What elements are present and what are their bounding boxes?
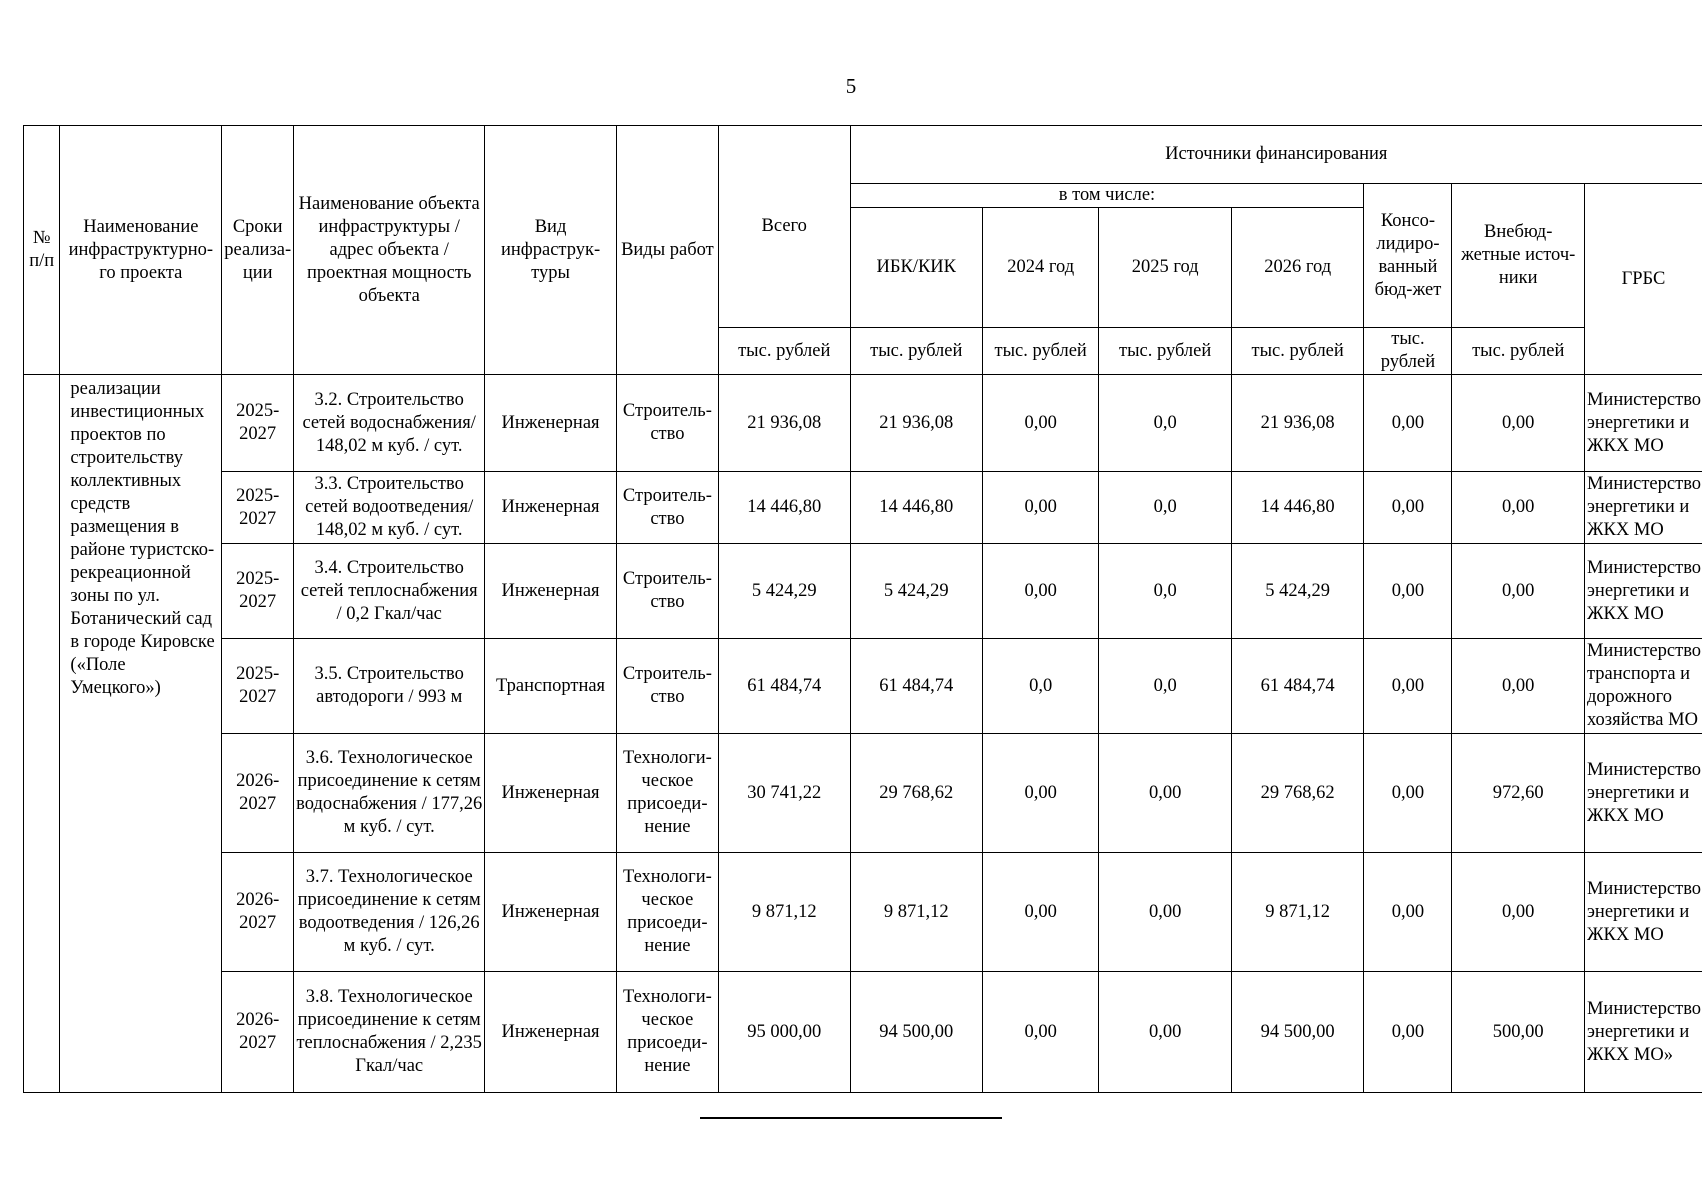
table-row	[24, 853, 1702, 972]
row-2026: 14 446,80	[1231, 472, 1364, 544]
row-terms: 2026-2027	[222, 734, 294, 853]
row-total: 14 446,80	[718, 472, 850, 544]
unit-2025: тыс. рублей	[1099, 328, 1232, 375]
row-offbudget: 500,00	[1452, 972, 1585, 1093]
row-2026: 61 484,74	[1231, 639, 1364, 734]
row-2024: 0,00	[983, 853, 1099, 972]
row-offbudget: 0,00	[1452, 639, 1585, 734]
header-object: Наименование объекта инфраструктуры / адрес объекта / проектная мощность объекта	[294, 126, 485, 375]
table-header	[24, 126, 1702, 375]
row-offbudget: 0,00	[1452, 544, 1585, 639]
row-ibk: 21 936,08	[850, 375, 983, 472]
row-grbs: Министерство энергетики и ЖКХ МО	[1584, 472, 1702, 544]
row-ibk: 14 446,80	[850, 472, 983, 544]
unit-2024: тыс. рублей	[983, 328, 1099, 375]
row-ibk: 29 768,62	[850, 734, 983, 853]
row-infra-type: Инженерная	[485, 734, 617, 853]
closing-rule	[700, 1117, 1002, 1119]
header-including: в том числе:	[850, 184, 1364, 208]
row-terms: 2025-2027	[222, 639, 294, 734]
header-offbudget: Внебюд-жетные источ-ники	[1452, 184, 1585, 328]
row-grbs: Министерство энергетики и ЖКХ МО	[1584, 544, 1702, 639]
row-2024: 0,00	[983, 544, 1099, 639]
row-object: 3.5. Строительство автодороги / 993 м	[294, 639, 485, 734]
row-ibk: 61 484,74	[850, 639, 983, 734]
row-2026: 5 424,29	[1231, 544, 1364, 639]
row-work-type: Технологи-ческое присоеди-нение	[616, 853, 718, 972]
row-2024: 0,00	[983, 972, 1099, 1093]
header-sources: Источники финансирования	[850, 126, 1702, 184]
row-2024: 0,0	[983, 639, 1099, 734]
row-infra-type: Инженерная	[485, 472, 617, 544]
row-object: 3.8. Технологическое присоединение к сетям теплоснабжения / 2,235 Гкал/час	[294, 972, 485, 1093]
row-terms: 2025-2027	[222, 544, 294, 639]
row-infra-type: Инженерная	[485, 972, 617, 1093]
row-terms: 2026-2027	[222, 972, 294, 1093]
row-2025: 0,0	[1099, 639, 1232, 734]
row-terms: 2026-2027	[222, 853, 294, 972]
row-consolidated: 0,00	[1364, 853, 1452, 972]
page-number: 5	[845, 74, 857, 98]
row-work-type: Технологи-ческое присоеди-нение	[616, 972, 718, 1093]
row-2024: 0,00	[983, 472, 1099, 544]
row-object: 3.6. Технологическое присоединение к сетям водоснабжения / 177,26 м куб. / сут.	[294, 734, 485, 853]
row-2025: 0,00	[1099, 734, 1232, 853]
row-2025: 0,00	[1099, 853, 1232, 972]
row-infra-type: Инженерная	[485, 375, 617, 472]
table-row	[24, 639, 1702, 734]
unit-offbudget: тыс. рублей	[1452, 328, 1585, 375]
row-consolidated: 0,00	[1364, 734, 1452, 853]
row-total: 5 424,29	[718, 544, 850, 639]
row-grbs: Министерство транспорта и дорожного хозяйства МО	[1584, 639, 1702, 734]
row-object: 3.4. Строительство сетей теплоснабжения / 0,2 Гкал/час	[294, 544, 485, 639]
header-consolidated: Консо-лидиро-ванный бюд-жет	[1364, 184, 1452, 328]
row-work-type: Строитель-ство	[616, 639, 718, 734]
row-2026: 9 871,12	[1231, 853, 1364, 972]
row-num-cell	[24, 375, 60, 1093]
row-grbs: Министерство энергетики и ЖКХ МО»	[1584, 972, 1702, 1093]
table-row	[24, 734, 1702, 853]
row-ibk: 5 424,29	[850, 544, 983, 639]
row-total: 95 000,00	[718, 972, 850, 1093]
row-consolidated: 0,00	[1364, 639, 1452, 734]
row-2025: 0,0	[1099, 472, 1232, 544]
row-work-type: Технологи-ческое присоеди-нение	[616, 734, 718, 853]
row-2025: 0,0	[1099, 375, 1232, 472]
header-ibk: ИБК/КИК	[850, 208, 983, 328]
header-terms: Сроки реализа-ции	[222, 126, 294, 375]
row-offbudget: 0,00	[1452, 472, 1585, 544]
unit-consolidated: тыс. рублей	[1364, 328, 1452, 375]
row-work-type: Строитель-ство	[616, 375, 718, 472]
row-infra-type: Инженерная	[485, 853, 617, 972]
row-work-type: Строитель-ство	[616, 544, 718, 639]
header-project: Наименование инфраструктурно-го проекта	[60, 126, 222, 375]
row-terms: 2025-2027	[222, 472, 294, 544]
table-row	[24, 375, 1702, 472]
header-work-type: Виды работ	[616, 126, 718, 375]
row-2026: 94 500,00	[1231, 972, 1364, 1093]
row-object: 3.2. Строительство сетей водоснабжения/ 148,02 м куб. / сут.	[294, 375, 485, 472]
financing-table	[23, 125, 1702, 1093]
unit-ibk: тыс. рублей	[850, 328, 983, 375]
row-terms: 2025-2027	[222, 375, 294, 472]
table-row	[24, 972, 1702, 1093]
header-2024: 2024 год	[983, 208, 1099, 328]
row-infra-type: Транспортная	[485, 639, 617, 734]
row-grbs: Министерство энергетики и ЖКХ МО	[1584, 375, 1702, 472]
row-2025: 0,00	[1099, 972, 1232, 1093]
row-total: 61 484,74	[718, 639, 850, 734]
row-infra-type: Инженерная	[485, 544, 617, 639]
row-ibk: 94 500,00	[850, 972, 983, 1093]
header-total: Всего	[718, 126, 850, 328]
unit-2026: тыс. рублей	[1231, 328, 1364, 375]
row-total: 9 871,12	[718, 853, 850, 972]
row-offbudget: 972,60	[1452, 734, 1585, 853]
header-num: № п/п	[24, 126, 60, 375]
row-2026: 29 768,62	[1231, 734, 1364, 853]
row-object: 3.3. Строительство сетей водоотведения/ 148,02 м куб. / сут.	[294, 472, 485, 544]
row-object: 3.7. Технологическое присоединение к сетям водоотведения / 126,26 м куб. / сут.	[294, 853, 485, 972]
row-work-type: Строитель-ство	[616, 472, 718, 544]
row-consolidated: 0,00	[1364, 375, 1452, 472]
row-ibk: 9 871,12	[850, 853, 983, 972]
row-total: 21 936,08	[718, 375, 850, 472]
header-infra-type: Вид инфраструк-туры	[485, 126, 617, 375]
header-2026: 2026 год	[1231, 208, 1364, 328]
table-row	[24, 544, 1702, 639]
row-grbs: Министерство энергетики и ЖКХ МО	[1584, 853, 1702, 972]
project-name: реализации инвестиционных проектов по строительству коллективных средств размещения в районе туристско-рекреационной зоны по ул. Ботанический сад в городе Кировске («Поле Умецкого»)	[60, 375, 222, 1093]
row-2024: 0,00	[983, 734, 1099, 853]
row-2024: 0,00	[983, 375, 1099, 472]
row-offbudget: 0,00	[1452, 375, 1585, 472]
row-consolidated: 0,00	[1364, 472, 1452, 544]
table-body	[24, 375, 1702, 1093]
row-consolidated: 0,00	[1364, 972, 1452, 1093]
header-2025: 2025 год	[1099, 208, 1232, 328]
unit-total: тыс. рублей	[718, 328, 850, 375]
row-total: 30 741,22	[718, 734, 850, 853]
table-row	[24, 472, 1702, 544]
row-2026: 21 936,08	[1231, 375, 1364, 472]
row-grbs: Министерство энергетики и ЖКХ МО	[1584, 734, 1702, 853]
header-grbs: ГРБС	[1584, 184, 1702, 375]
row-2025: 0,0	[1099, 544, 1232, 639]
row-consolidated: 0,00	[1364, 544, 1452, 639]
row-offbudget: 0,00	[1452, 853, 1585, 972]
